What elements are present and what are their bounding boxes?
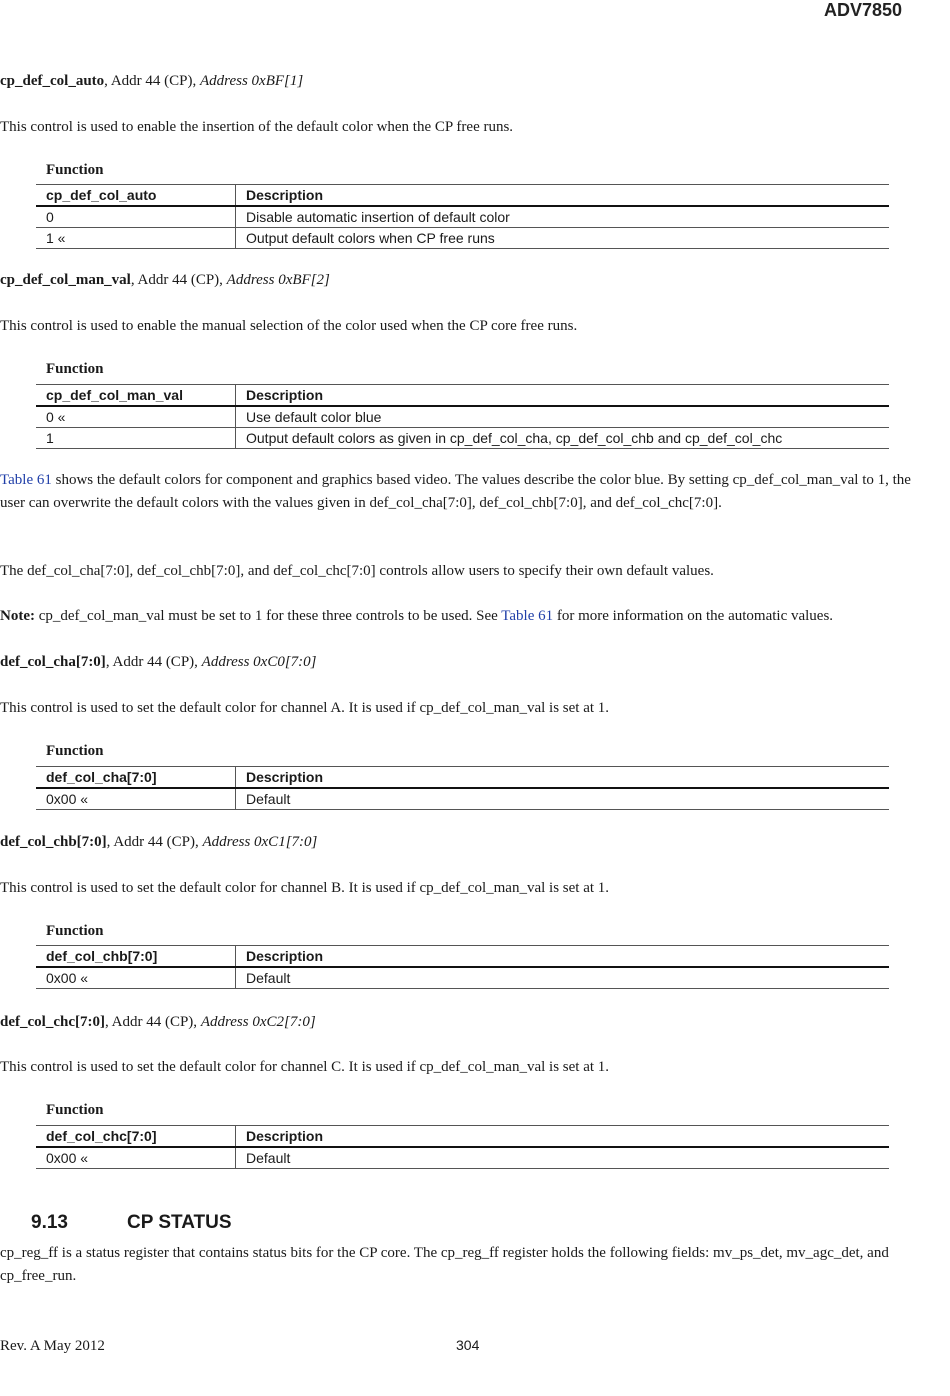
table-header-description: Description xyxy=(246,1128,324,1144)
register-address: Address 0xC0[7:0] xyxy=(201,654,317,670)
table-header-value: cp_def_col_man_val xyxy=(36,385,236,405)
table-cell-description: Output default colors when CP free runs xyxy=(246,230,495,246)
register-heading-def-col-cha xyxy=(0,651,935,674)
register-meta: , Addr 44 (CP), xyxy=(130,272,227,288)
register-name: def_col_chb[7:0] xyxy=(0,834,107,850)
table-header-row xyxy=(36,1125,889,1148)
register-name: cp_def_col_man_val xyxy=(0,272,131,288)
register-heading-cp-def-col-man-val xyxy=(0,269,935,292)
default-colors-paragraph xyxy=(0,469,935,514)
register-description: This control is used to set the default color for channel A. It is used if cp_def_col_man_val is set at 1. xyxy=(0,700,610,716)
table-caption: Function xyxy=(46,743,104,759)
table-row xyxy=(36,407,889,428)
table-cell-value: 1 « xyxy=(36,228,236,248)
table-61-link[interactable]: Table 61 xyxy=(501,608,554,624)
register-heading-cp-def-col-auto xyxy=(0,70,935,93)
register-address: Address 0xBF[2] xyxy=(226,272,330,288)
table-header-description: Description xyxy=(246,769,324,785)
document-id: ADV7850 xyxy=(823,0,902,20)
note-text: for more information on the automatic values. xyxy=(553,608,834,624)
register-name: cp_def_col_auto xyxy=(0,73,105,89)
table-header-value: def_col_cha[7:0] xyxy=(36,767,236,787)
table-cell-value: 0 « xyxy=(36,407,236,427)
table-cell-value: 0x00 « xyxy=(36,1148,236,1168)
note-text: cp_def_col_man_val must be set to 1 for these three controls to be used. See xyxy=(34,608,502,624)
register-description: This control is used to enable the insertion of the default color when the CP free runs. xyxy=(0,119,514,135)
function-table-cp-def-col-auto xyxy=(36,184,889,249)
register-meta: , Addr 44 (CP), xyxy=(104,1014,201,1030)
function-table-cp-def-col-man-val xyxy=(36,384,889,449)
table-header-description: Description xyxy=(246,187,324,203)
table-caption: Function xyxy=(46,1102,104,1118)
paragraph-text: shows the default colors for component and graphics based video. The values describe the color blue. By setting cp_def_col_man_val to 1, the user can overwrite the default colors with the values given in def_col_cha[7:0], def_col_chb[7:0], and def_col_chc[7:0]. xyxy=(0,472,911,511)
table-header-value: cp_def_col_auto xyxy=(36,185,236,205)
footer-revision: Rev. A May 2012 xyxy=(0,1338,105,1354)
table-cell-description: Output default colors as given in cp_def_col_cha, cp_def_col_chb and cp_def_col_chc xyxy=(246,430,783,446)
table-cell-value: 0x00 « xyxy=(36,789,236,809)
table-caption: Function xyxy=(46,361,104,377)
register-description: This control is used to set the default color for channel B. It is used if cp_def_col_man_val is set at 1. xyxy=(0,880,610,896)
section-heading xyxy=(31,1212,232,1234)
register-meta: , Addr 44 (CP), xyxy=(106,834,203,850)
table-header-row xyxy=(36,945,889,968)
table-cell-description: Default xyxy=(246,970,291,986)
section-number: 9.13 xyxy=(31,1212,68,1233)
table-cell-value: 1 xyxy=(36,428,236,448)
register-heading-def-col-chb xyxy=(0,831,935,854)
controls-paragraph: The def_col_cha[7:0], def_col_chb[7:0], and def_col_chc[7:0] controls allow users to specify their own default values. xyxy=(0,563,714,579)
table-row xyxy=(36,789,889,810)
note-paragraph xyxy=(0,605,935,628)
register-meta: , Addr 44 (CP), xyxy=(104,73,201,89)
section-title: CP STATUS xyxy=(127,1212,232,1233)
register-heading-def-col-chc xyxy=(0,1011,935,1034)
table-61-link[interactable]: Table 61 xyxy=(0,472,52,488)
table-header-row xyxy=(36,384,889,407)
table-row xyxy=(36,228,889,249)
table-cell-description: Disable automatic insertion of default color xyxy=(246,209,510,225)
register-address: Address 0xC1[7:0] xyxy=(202,834,318,850)
table-row xyxy=(36,1148,889,1169)
table-cell-value: 0x00 « xyxy=(36,968,236,988)
function-table-def-col-cha xyxy=(36,766,889,810)
table-header-description: Description xyxy=(246,948,324,964)
register-description: This control is used to enable the manual selection of the color used when the CP core free runs. xyxy=(0,318,578,334)
table-cell-value: 0 xyxy=(36,207,236,227)
register-address: Address 0xBF[1] xyxy=(200,73,304,89)
table-caption: Function xyxy=(46,923,104,939)
register-name: def_col_chc[7:0] xyxy=(0,1014,105,1030)
table-header-value: def_col_chb[7:0] xyxy=(36,946,236,966)
page-number: 304 xyxy=(456,1337,480,1353)
table-cell-description: Default xyxy=(246,791,291,807)
function-table-def-col-chb xyxy=(36,945,889,989)
table-header-row xyxy=(36,184,889,207)
function-table-def-col-chc xyxy=(36,1125,889,1169)
table-header-row xyxy=(36,766,889,789)
table-header-value: def_col_chc[7:0] xyxy=(36,1126,236,1146)
table-row xyxy=(36,968,889,989)
register-name: def_col_cha[7:0] xyxy=(0,654,106,670)
register-address: Address 0xC2[7:0] xyxy=(200,1014,316,1030)
table-cell-description: Use default color blue xyxy=(246,409,382,425)
table-cell-description: Default xyxy=(246,1150,291,1166)
register-meta: , Addr 44 (CP), xyxy=(105,654,202,670)
section-body: cp_reg_ff is a status register that contains status bits for the CP core. The cp_reg_ff register holds the following fields: mv_ps_det, mv_agc_det, and cp_free_run. xyxy=(0,1245,889,1284)
register-description: This control is used to set the default color for channel C. It is used if cp_def_col_man_val is set at 1. xyxy=(0,1059,610,1075)
table-caption: Function xyxy=(46,162,104,178)
table-row xyxy=(36,207,889,228)
table-header-description: Description xyxy=(246,387,324,403)
table-row xyxy=(36,428,889,449)
note-label: Note: xyxy=(0,608,35,624)
